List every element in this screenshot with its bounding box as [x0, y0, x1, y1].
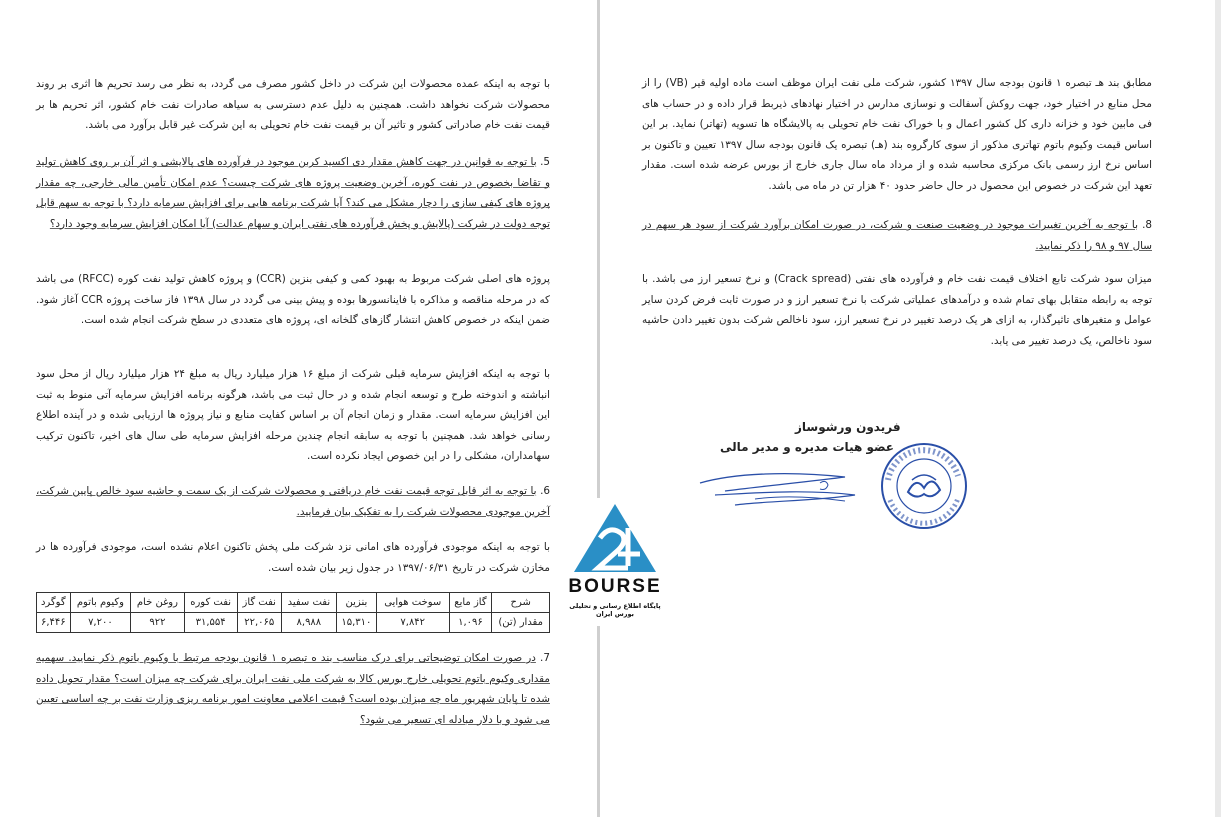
table-cell: مقدار (تن) — [492, 613, 550, 633]
question-7 — [36, 648, 550, 730]
company-stamp — [878, 440, 970, 536]
table-header-row — [37, 593, 550, 613]
question-6 — [36, 481, 550, 522]
table-header-cell: سوخت هوایی — [376, 593, 449, 613]
table-header-cell: روغن خام — [131, 593, 184, 613]
paragraph-inventory: با توجه به اینکه موجودی فرآورده های امانی نزد شرکت ملی پخش تاکنون اعلام نشده است، موجودی فرآورده ها در مخازن شرکت در تاریخ ۱۳۹۷/۰۶/۳۱ در جدول زیر بیان شده است. — [36, 541, 550, 574]
question-6-number: 6. — [540, 485, 550, 497]
bourse24-watermark-logo — [562, 498, 668, 626]
signer-title: عضو هیات مدیره و مدیر مالی — [720, 440, 895, 454]
paragraph-vb-budget: مطابق بند هـ تبصره ۱ قانون بودجه سال ۱۳۹۷ کشور، شرکت ملی نفت ایران موظف است ماده اولیه قیر (VB) را از محل منابع در اختیار خود، جهت روکش آسفالت و نوسازی مدارس در اختیار نهادهای ذیربط قرار داده و در حساب های فی مابین خود و خزانه داری کل کشور اعمال و با خوراک نفت خام تحویلی به پالایشگاه ها تسویه (تهاتر) نماید. بر این اساس قیمت وکیوم باتوم تهاتری مذکور از سوی کارگروه بند (هـ) تبصره یک قانون بودجه سال ۱۳۹۷ تعیین و تاکنون بر اساس نرخ ارز رسمی بانک مرکزی محاسبه شده و از مرداد ماه سال جاری خارج از بورس عرضه شده است. مقدار تعهد این شرکت در خصوص این محصول در حال حاضر حدود ۴۰ هزار تن در ماه می باشد. — [642, 77, 1152, 192]
table-row — [37, 613, 550, 633]
table-cell: ۲۲,۰۶۵ — [237, 613, 281, 633]
paragraph-sanctions: با توجه به اینکه عمده محصولات این شرکت در داخل کشور مصرف می گردد، به نظر می رسد تحریم ها اثری بر روند محصولات شرکت نخواهد داشت. همچنین به دلیل عدم دسترسی به سیاهه صادرات نفت خام کشور، اثر تحریم ها بر قیمت نفت خام صادراتی کشور و تاثیر آن بر قیمت نفت خام تحویلی به این شرکت غیر قابل برآورد می باشد. — [36, 78, 550, 131]
question-8 — [642, 215, 1152, 256]
signature — [695, 465, 865, 529]
question-7-text: در صورت امکان توضیحاتی برای درک مناسب بند ه تبصره ۱ قانون بودجه مرتبط با وکیوم باتوم ذکر نمایید. سهمیه مقداری وکیوم باتوم تحویلی خارج بورس کالا به شرکت ملی نفت ایران برای شرکت چه میزان است؟ مقدار تحویل داده شده تا پایان شهریور ماه چه میزان بوده است؟ قیمت اعلامی معاونت امور برنامه ریزی وزارت نفت بر چه اساسی تعیین می شود و با دلار مبادله ای تسعیر می شود؟ — [36, 652, 550, 726]
table-cell: ۳۱,۵۵۴ — [184, 613, 237, 633]
bourse24-emblem-icon — [562, 498, 668, 578]
table-cell: ۷,۲۰۰ — [70, 613, 131, 633]
question-8-number: 8. — [1142, 219, 1152, 231]
inventory-table — [36, 592, 550, 633]
table-cell: ۹۲۲ — [131, 613, 184, 633]
table-header-cell: گاز مایع — [449, 593, 492, 613]
table-header-cell: نفت کوره — [184, 593, 237, 613]
question-5-text: با توجه به قوانین در جهت کاهش مقدار دی اکسید کربن موجود در فرآورده های پالایشی و اثر آن بر روی کاهش تولید و تقاضا بخصوص در نفت کوره، آخرین وضعیت پروژه های شرکت چیست؟ عدم امکان تأمین مالی خارجی، چه مقدار پروژه های کیفی سازی را دچار مشکل می کند؟ آیا شرکت برنامه هایی برای افزایش سرمایه دارد؟ با توجه به سهم قابل توجه دولت در شرکت (پالایش و پخش فرآورده های نفتی ایران و سهام عدالت) آیا امکان افزایش سرمایه وجود دارد؟ — [36, 156, 550, 230]
table-cell: ۱,۰۹۶ — [449, 613, 492, 633]
question-5 — [36, 152, 550, 234]
table-header-cell: نفت سفید — [281, 593, 336, 613]
question-8-text: با توجه به آخرین تغییرات موجود در وضعیت صنعت و شرکت، در صورت امکان برآورد شرکت از سود هر سهم در سال ۹۷ و ۹۸ را ذکر نمایید. — [642, 219, 1152, 252]
paragraph-capital-increase: با توجه به اینکه افزایش سرمایه قبلی شرکت از مبلغ ۱۶ هزار میلیارد ریال به مبلغ ۲۴ هزار میلیارد ریال از محل سود انباشته و اندوخته طرح و توسعه انجام شده و در حال ثبت می باشد، هرگونه برنامه افزایش سرمایه آتی منوط به ثبت این افزایش سرمایه است. مقدار و زمان انجام آن بر اساس کفایت منابع و نیاز پروژه ها ارزیابی شده و در آینده اطلاع رسانی خواهد شد. همچنین با توجه به سابقه انجام چندین مرحله افزایش سرمایه طی سال های اخیر، تاکنون ترکیب سهامداران، مشکلی را در این خصوص ایجاد نکرده است. — [36, 368, 551, 462]
table-header-cell: نفت گاز — [237, 593, 281, 613]
table-cell: ۸,۹۸۸ — [281, 613, 336, 633]
signer-name: فریدون ورشوساز — [795, 420, 901, 434]
paragraph-crack-spread: میزان سود شرکت تابع اختلاف قیمت نفت خام و فرآورده های نفتی (Crack spread) و نرخ تسعیر ارز می باشد. با توجه به رابطه متقابل بهای تمام شده و درآمدهای عملیاتی شرکت با نرخ تسعیر ارز و در صورت ثابت فرض کردن سایر عوامل و متغیرهای تاثیرگذار، به ازای هر یک درصد تغییر در نرخ تسعیر ارز، سود ناخالص شرکت بدون تغییر دادن حاشیه سود ناخالص، یک درصد تغییر می یابد. — [642, 273, 1152, 347]
table-header-cell: وکیوم باتوم — [70, 593, 131, 613]
question-7-number: 7. — [540, 652, 550, 664]
question-6-text: با توجه به اثر قابل توجه قیمت نفت خام دریافتی و محصولات شرکت از یک سمت و حاشیه سود خالص پایین شرکت، آخرین موجودی محصولات شرکت را به تفکیک بیان فرمایید. — [36, 485, 550, 518]
question-5-number: 5. — [540, 156, 550, 168]
paragraph-projects: پروژه های اصلی شرکت مربوط به بهبود کمی و کیفی بنزین (CCR) و پروژه کاهش تولید نفت کوره (RFCC) می باشد که در مرحله مناقصه و مذاکره با فاینانسورها بوده و پیش بینی می گردد در سال ۱۳۹۸ فاز ساخت پروژه CCR آغاز شود. ضمن اینکه در خصوص کاهش انتشار گازهای گلخانه ای، پروژه های متعددی در سطح شرکت انجام شده است. — [36, 273, 550, 326]
table-cell: ۱۵,۳۱۰ — [336, 613, 376, 633]
table-cell: ۷,۸۴۲ — [376, 613, 449, 633]
table-header-cell: بنزین — [336, 593, 376, 613]
table-cell: ۶,۴۴۶ — [37, 613, 71, 633]
table-header-cell: شرح — [492, 593, 550, 613]
bourse-tagline: پایگاه اطلاع رسانی و تحلیلی بورس ایران — [569, 602, 661, 618]
table-header-cell: گوگرد — [37, 593, 71, 613]
bourse-brand-text: BOURSE — [568, 576, 662, 597]
